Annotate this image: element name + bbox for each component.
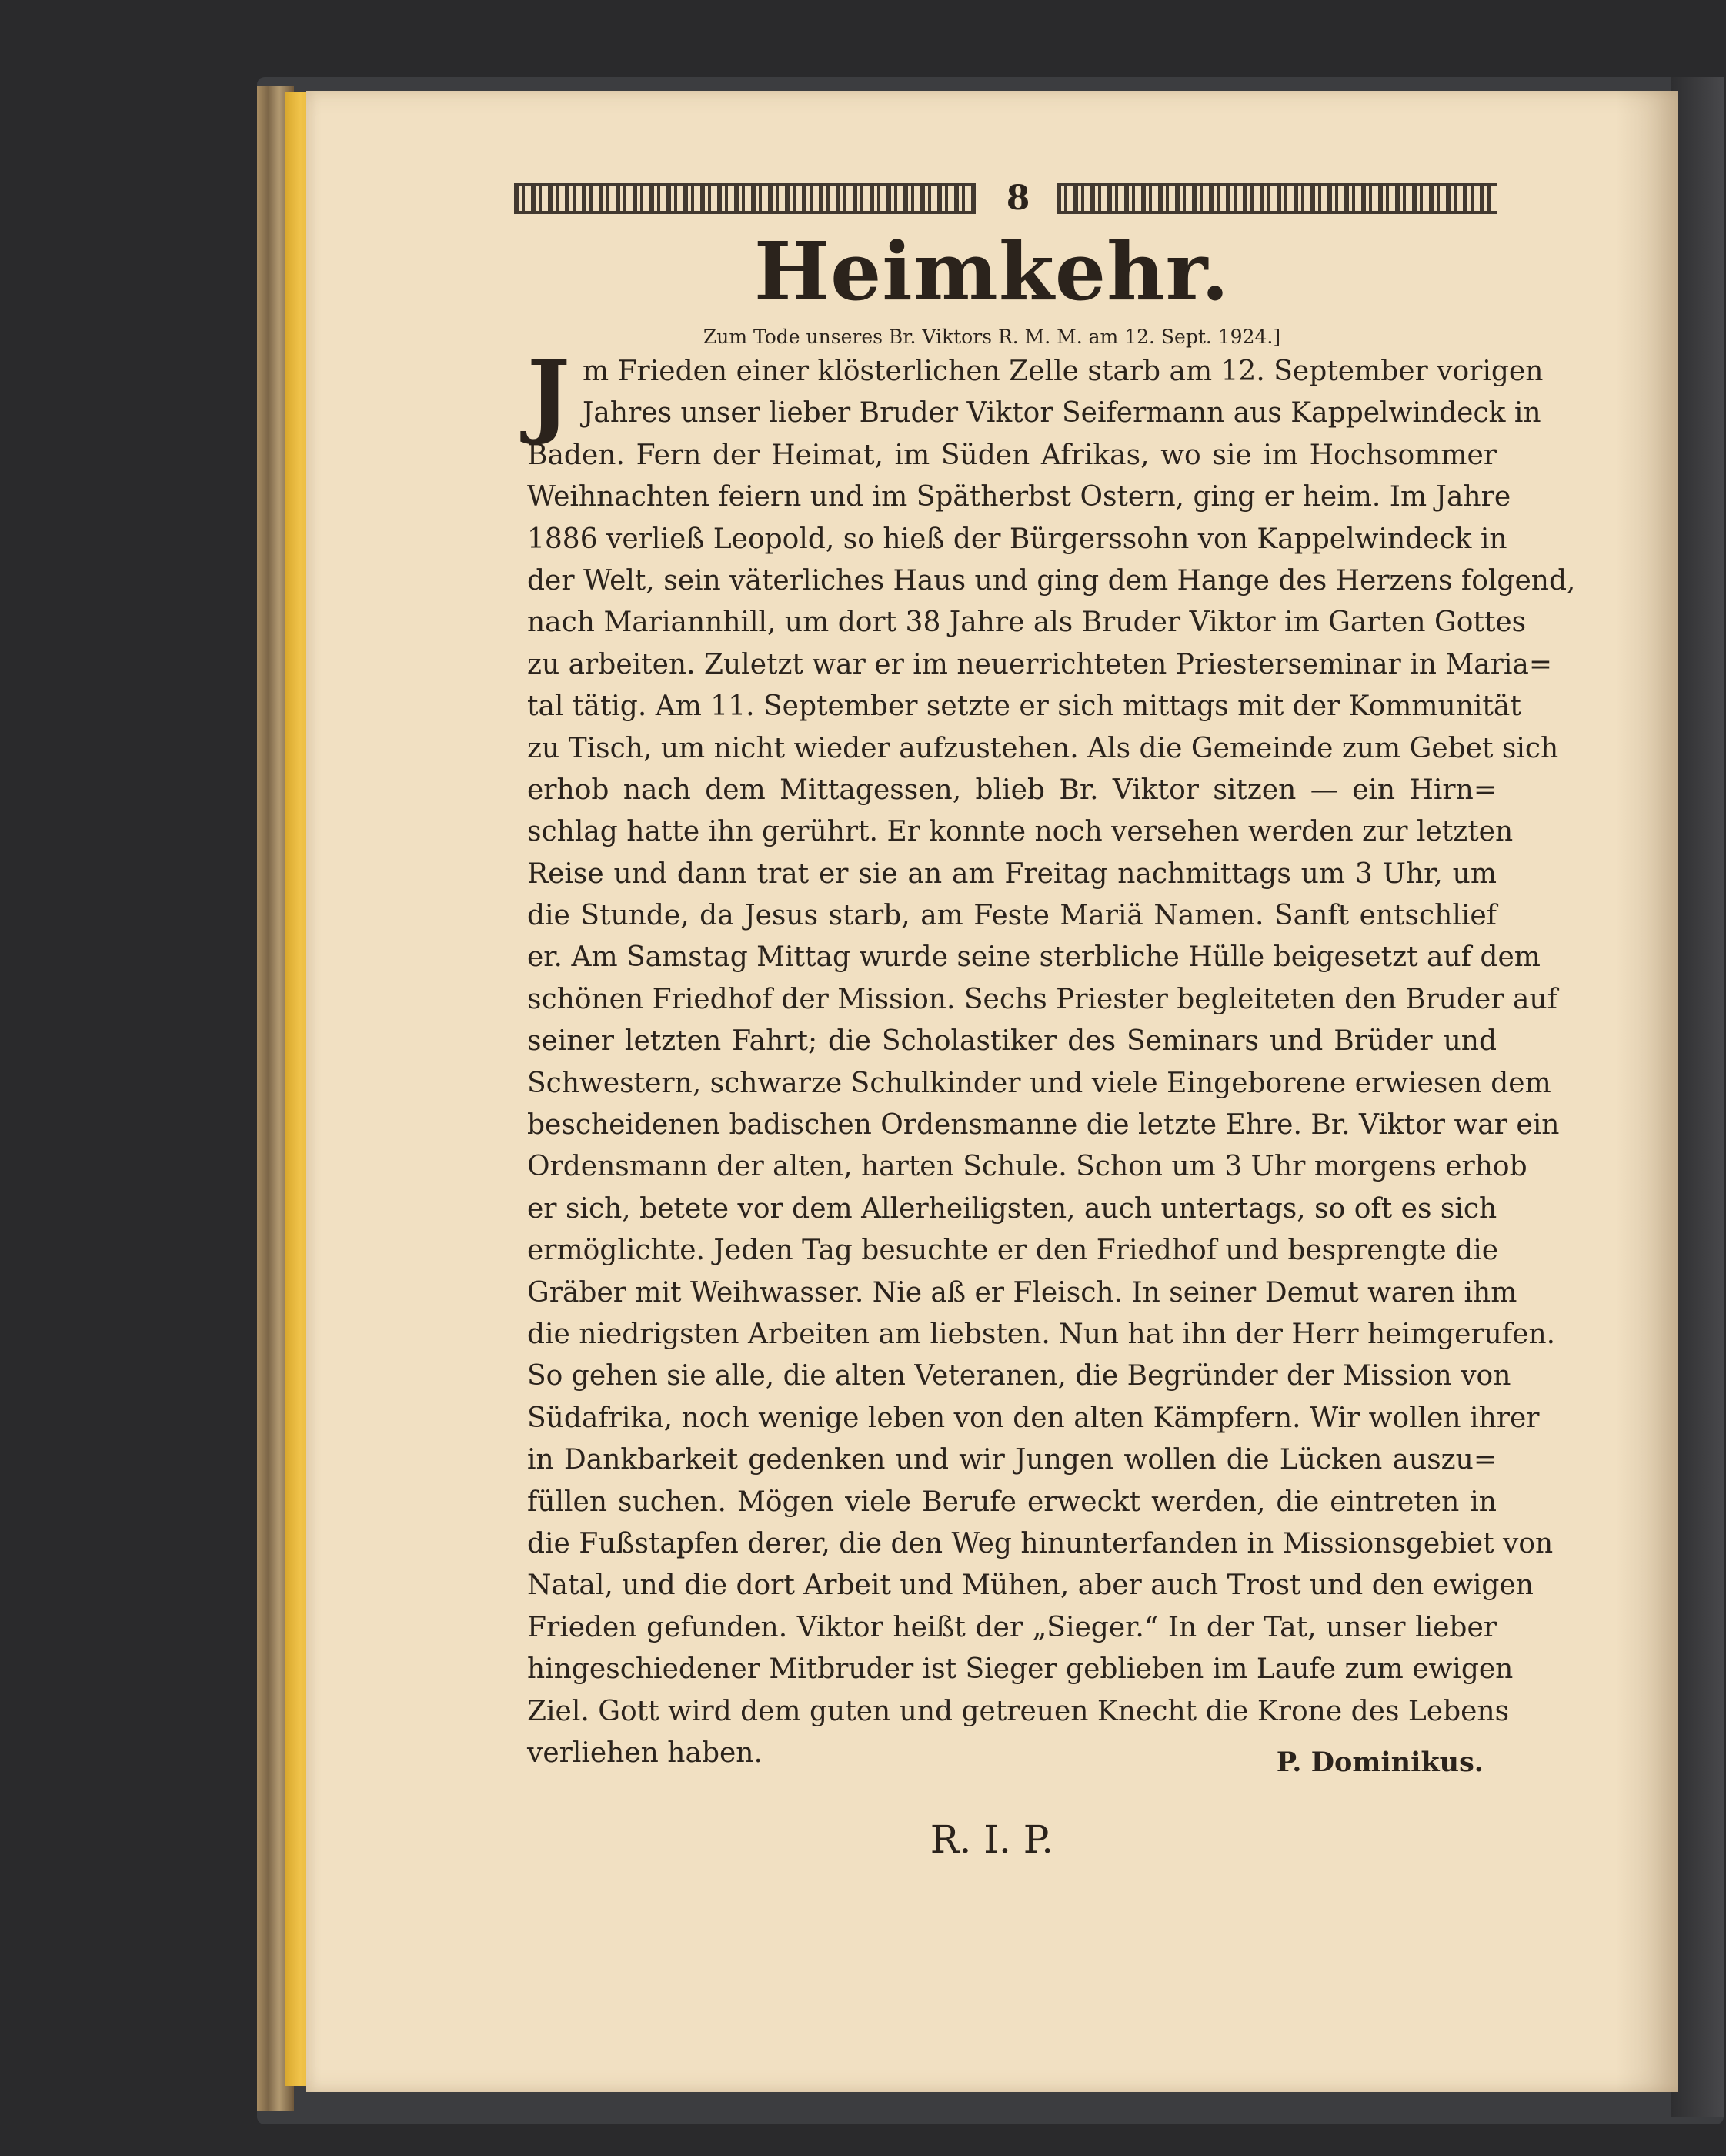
text-line: Ziel. Gott wird dem guten und getreuen Knecht die Krone des Lebens xyxy=(527,1695,1510,1727)
page-subtitle: Zum Tode unseres Br. Viktors R. M. M. am 12. Sept. 1924.] xyxy=(703,326,1281,348)
header-ornament-left xyxy=(514,183,976,214)
text-line: der Welt, sein väterliches Haus und ging dem Hange des Herzens folgend, xyxy=(527,564,1576,597)
text-line: Weihnachten feiern und im Spätherbst Ostern, ging er heim. Im Jahre xyxy=(527,481,1511,513)
text-line: schlag hatte ihn gerührt. Er konnte noch versehen werden zur letzten xyxy=(527,816,1514,848)
text-line: Frieden gefunden. Viktor heißt der „Sieger.“ In der Tat, unser lieber xyxy=(527,1611,1497,1643)
text-line: Baden. Fern der Heimat, im Süden Afrikas, wo sie im Hochsommer xyxy=(527,439,1497,471)
text-line: 1886 verließ Leopold, so hieß der Bürgerssohn von Kappelwindeck in xyxy=(527,523,1507,555)
text-line: zu Tisch, um nicht wieder aufzustehen. Als die Gemeinde zum Gebet sich xyxy=(527,732,1559,764)
text-line: die Fußstapfen derer, die den Weg hinunterfanden in Missionsgebiet von xyxy=(527,1527,1554,1559)
text-line: schönen Friedhof der Mission. Sechs Priester begleiteten den Bruder auf xyxy=(527,983,1557,1015)
text-line: die niedrigsten Arbeiten am liebsten. Nun hat ihn der Herr heimgerufen. xyxy=(527,1318,1556,1350)
drop-cap: J xyxy=(527,340,570,447)
text-line: Jahres unser lieber Bruder Viktor Seifermann aus Kappelwindeck in xyxy=(583,397,1541,430)
text-line: So gehen sie alle, die alten Veteranen, die Begründer der Mission von xyxy=(527,1360,1511,1392)
text-line: tal tätig. Am 11. September setzte er sich mittags mit der Kommunität xyxy=(527,690,1521,723)
book-page xyxy=(306,91,1678,2092)
text-line: verliehen haben. xyxy=(527,1736,763,1769)
text-line: er. Am Samstag Mittag wurde seine sterbliche Hülle beigesetzt auf dem xyxy=(527,941,1541,974)
closing-rip: R. I. P. xyxy=(930,1817,1054,1862)
text-line: Südafrika, noch wenige leben von den alten Kämpfern. Wir wollen ihrer xyxy=(527,1402,1540,1434)
page-number: 8 xyxy=(1006,179,1030,218)
header-ornament-right xyxy=(1057,183,1497,214)
article-body xyxy=(527,340,1576,1774)
text-line: nach Mariannhill, um dort 38 Jahre als Bruder Viktor im Garten Gottes xyxy=(527,607,1527,639)
text-line: ermöglichte. Jeden Tag besuchte er den Friedhof und besprengte die xyxy=(527,1235,1499,1267)
text-line: füllen suchen. Mögen viele Berufe erweckt werden, die eintreten in xyxy=(527,1486,1497,1518)
text-line: erhob nach dem Mittagessen, blieb Br. Viktor sitzen — ein Hirn= xyxy=(527,774,1497,806)
text-line: seiner letzten Fahrt; die Scholastiker des Seminars und Brüder und xyxy=(527,1025,1497,1058)
text-line: hingeschiedener Mitbruder ist Sieger geblieben im Laufe zum ewigen xyxy=(527,1653,1514,1686)
text-line: Reise und dann trat er sie an am Freitag nachmittags um 3 Uhr, um xyxy=(527,857,1497,890)
text-line: zu arbeiten. Zuletzt war er im neuerrichteten Priesterseminar in Maria= xyxy=(527,648,1552,680)
text-line: Ordensmann der alten, harten Schule. Schon um 3 Uhr morgens erhob xyxy=(527,1151,1527,1183)
text-line: die Stunde, da Jesus starb, am Feste Mariä Namen. Sanft entschlief xyxy=(527,900,1497,932)
gutter-shadow xyxy=(1616,91,1678,2092)
page-title: Heimkehr. xyxy=(753,224,1230,319)
text-line: in Dankbarkeit gedenken und wir Jungen wollen die Lücken auszu= xyxy=(527,1444,1497,1476)
text-line: Gräber mit Weihwasser. Nie aß er Fleisch. In seiner Demut waren ihm xyxy=(527,1276,1517,1309)
author-signature: P. Dominikus. xyxy=(1276,1747,1484,1778)
text-line: bescheidenen badischen Ordensmanne die letzte Ehre. Br. Viktor war ein xyxy=(527,1109,1560,1142)
text-line: er sich, betete vor dem Allerheiligsten, auch untertags, so oft es sich xyxy=(527,1192,1497,1225)
right-cover xyxy=(1671,77,1724,2117)
text-line: Schwestern, schwarze Schulkinder und viele Eingeborene erwiesen dem xyxy=(527,1067,1551,1099)
text-line: Natal, und die dort Arbeit und Mühen, aber auch Trost und den ewigen xyxy=(527,1569,1534,1602)
text-line: m Frieden einer klösterlichen Zelle starb am 12. September vorigen xyxy=(583,356,1544,387)
